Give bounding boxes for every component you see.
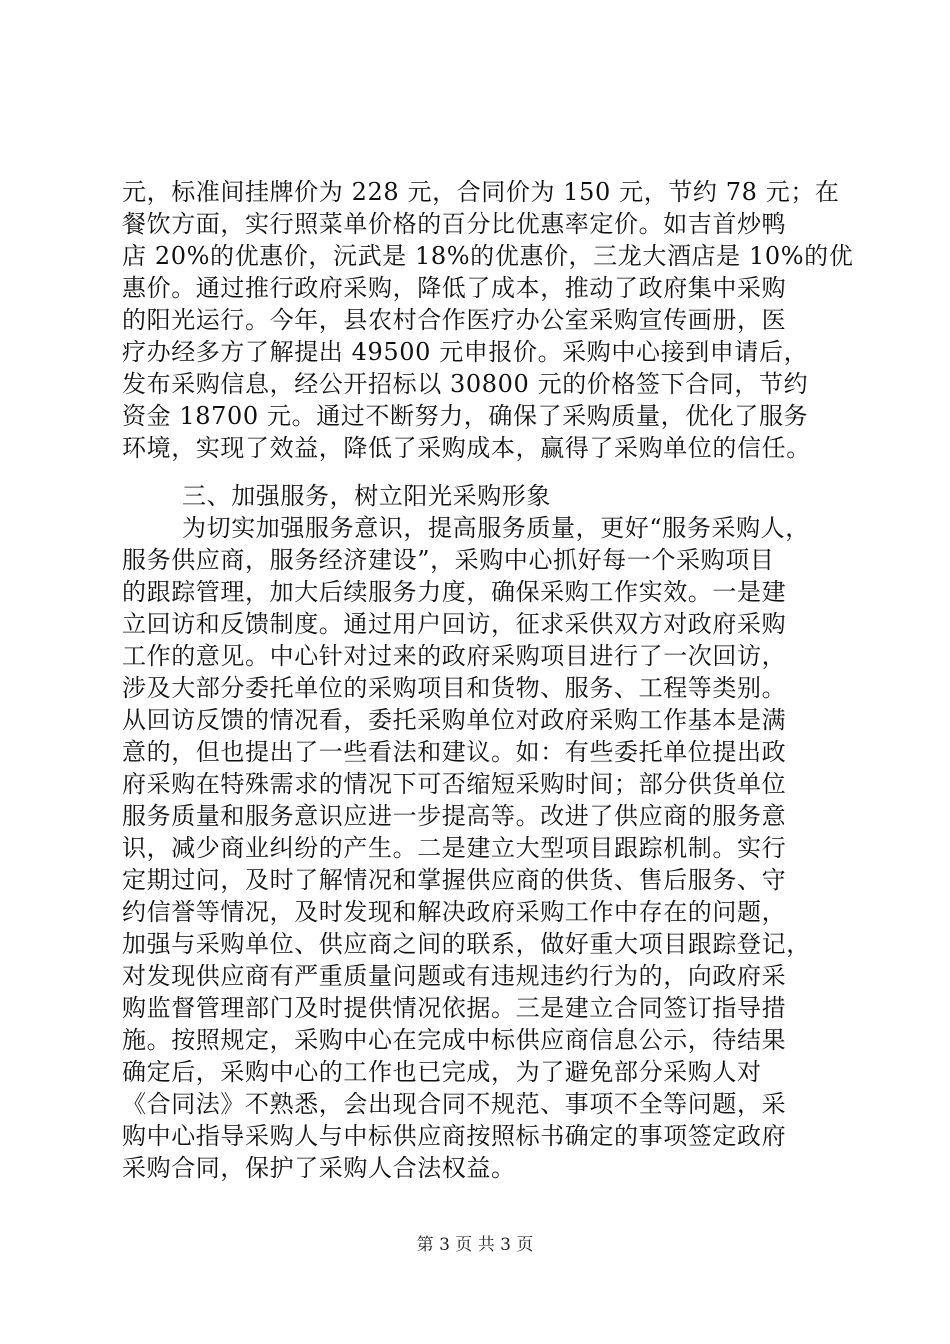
paragraph-line: 惠价。通过推行政府采购，降低了成本，推动了政府集中采购 xyxy=(122,274,787,302)
paragraph-line: 识，减少商业纠纷的产生。二是建立大型项目跟踪机制。实行 xyxy=(122,834,787,862)
paragraph-line: 《合同法》不熟悉，会出现合同不规范、事项不全等问题，采 xyxy=(122,1090,787,1118)
paragraph-line: 涉及大部分委托单位的采购项目和货物、服务、工程等类别。 xyxy=(122,674,787,702)
paragraph-line: 的阳光运行。今年，县农村合作医疗办公室采购宣传画册，医 xyxy=(122,306,787,334)
paragraph-line: 意的，但也提出了一些看法和建议。如：有些委托单位提出政 xyxy=(122,738,787,766)
paragraph-line: 购中心指导采购人与中标供应商按照标书确定的事项签定政府 xyxy=(122,1122,787,1150)
paragraph-line: 的跟踪管理，加大后续服务力度，确保采购工作实效。一是建 xyxy=(122,578,787,606)
paragraph-line: 发布采购信息，经公开招标以 30800 元的价格签下合同，节约 xyxy=(122,370,809,398)
paragraph-line: 府采购在特殊需求的情况下可否缩短采购时间；部分供货单位 xyxy=(122,770,787,798)
paragraph-line: 资金 18700 元。通过不断努力，确保了采购质量，优化了服务 xyxy=(122,402,809,430)
paragraph-line: 购监督管理部门及时提供情况依据。三是建立合同签订指导措 xyxy=(122,994,787,1022)
paragraph-line: 施。按照规定，采购中心在完成中标供应商信息公示，待结果 xyxy=(122,1026,787,1054)
paragraph-line: 环境，实现了效益，降低了采购成本，赢得了采购单位的信任。 xyxy=(122,434,811,462)
paragraph-line: 店 20%的优惠价，沅武是 18%的优惠价，三龙大酒店是 10%的优 xyxy=(122,242,854,270)
paragraph-line: 服务质量和服务意识应进一步提高等。改进了供应商的服务意 xyxy=(122,802,787,830)
paragraph-line: 定期过问，及时了解情况和掌握供应商的供货、售后服务、守 xyxy=(122,866,787,894)
paragraph-line: 对发现供应商有严重质量问题或有违规违约行为的，向政府采 xyxy=(122,962,787,990)
paragraph-line: 疗办经多方了解提出 49500 元申报价。采购中心接到申请后， xyxy=(122,338,809,366)
paragraph-line: 元，标准间挂牌价为 228 元，合同价为 150 元，节约 78 元；在 xyxy=(122,178,840,206)
paragraph-line: 为切实加强服务意识，提高服务质量，更好“服务采购人， xyxy=(182,514,810,542)
paragraph-line: 约信誉等情况，及时发现和解决政府采购工作中存在的问题， xyxy=(122,898,787,926)
paragraph-line: 餐饮方面，实行照菜单价格的百分比优惠率定价。如吉首炒鸭 xyxy=(122,210,787,238)
paragraph-line: 确定后，采购中心的工作也已完成，为了避免部分采购人对 xyxy=(122,1058,762,1086)
section-heading: 三、加强服务，树立阳光采购形象 xyxy=(182,482,551,510)
paragraph-line: 加强与采购单位、供应商之间的联系，做好重大项目跟踪登记， xyxy=(122,930,811,958)
paragraph-line: 服务供应商，服务经济建设”，采购中心抓好每一个采购项目 xyxy=(122,546,775,574)
paragraph-line: 工作的意见。中心针对过来的政府采购项目进行了一次回访， xyxy=(122,642,787,670)
paragraph-line: 从回访反馈的情况看，委托采购单位对政府采购工作基本是满 xyxy=(122,706,787,734)
paragraph-line: 采购合同，保护了采购人合法权益。 xyxy=(122,1154,516,1182)
page-footer: 第 3 页 共 3 页 xyxy=(416,1235,534,1255)
paragraph-line: 立回访和反馈制度。通过用户回访，征求采供双方对政府采购 xyxy=(122,610,787,638)
